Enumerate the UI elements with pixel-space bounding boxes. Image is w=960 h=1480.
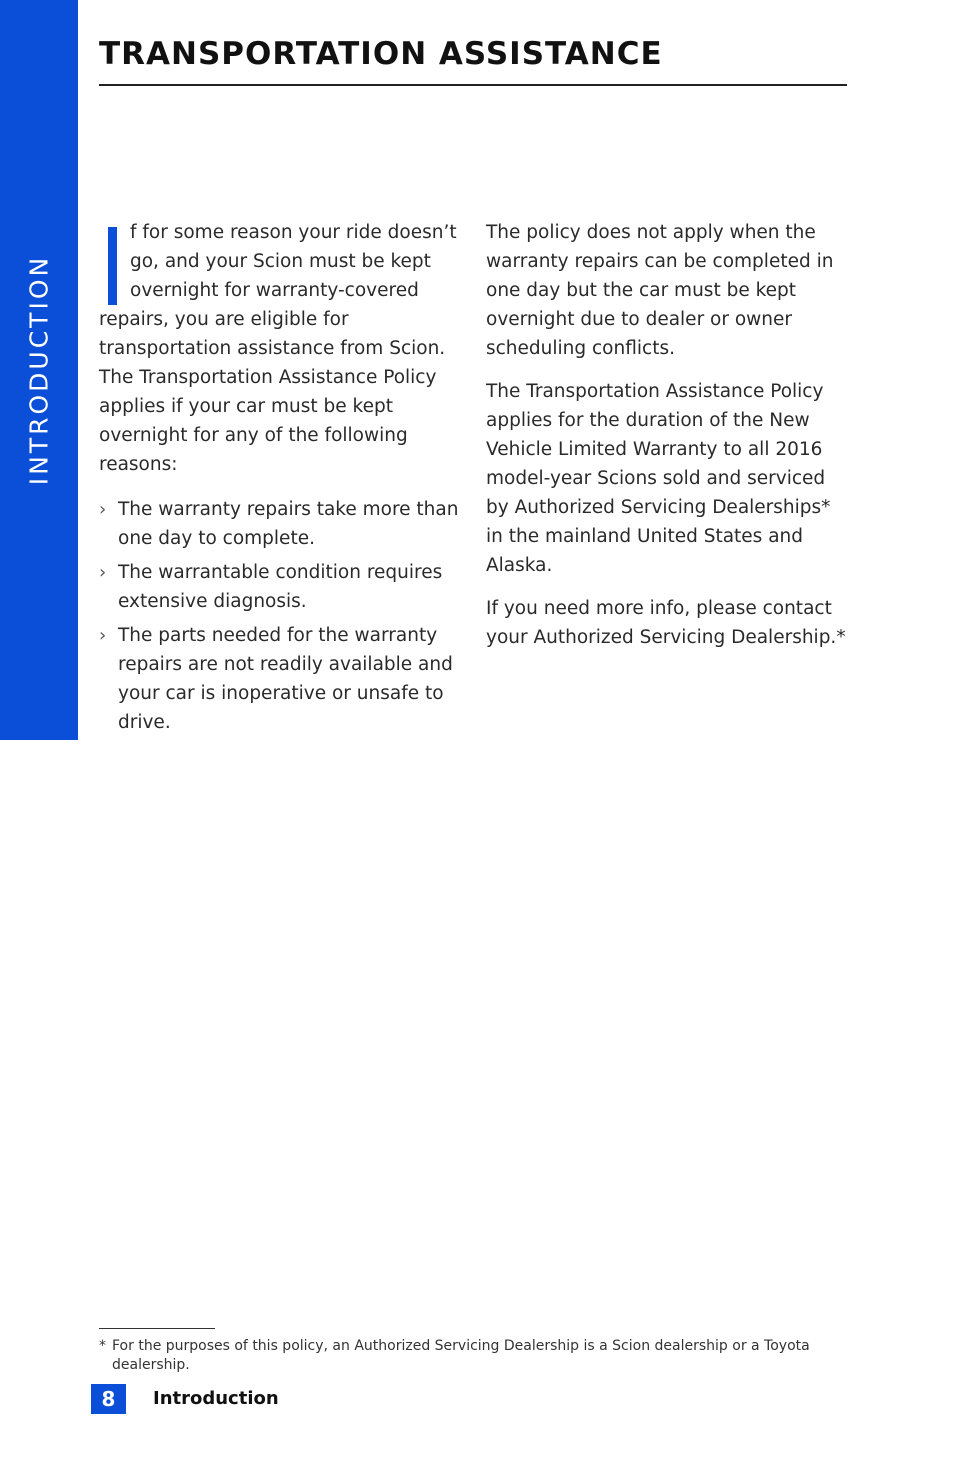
list-item-text: The parts needed for the warranty repairs are not readily available and your car is inoperative or unsafe to drive. bbox=[118, 625, 453, 733]
chevron-right-icon: › bbox=[99, 625, 107, 646]
list-item bbox=[99, 558, 459, 616]
drop-cap-i bbox=[108, 227, 117, 305]
title-rule bbox=[99, 84, 847, 86]
paragraph: The Transportation Assistance Policy applies for the duration of the New Vehicle Limited Warranty to all 2016 model-year Scions sold and serviced by Authorized Servicing Dealerships* in the mainland United States and Alaska. bbox=[486, 381, 831, 576]
footnote bbox=[99, 1337, 839, 1375]
lead-rest: repairs, you are eligible for transportation assistance from Scion. The Transportation Assistance Policy applies if your car must be kept overnight for any of the following reasons: bbox=[99, 309, 446, 475]
lead-paragraph bbox=[99, 218, 459, 479]
list-item bbox=[99, 621, 459, 737]
footer-section-name: Introduction bbox=[153, 1388, 279, 1409]
reasons-list bbox=[99, 495, 459, 737]
page-number-badge: 8 bbox=[91, 1384, 126, 1414]
chevron-right-icon: › bbox=[99, 499, 107, 520]
page-title: TRANSPORTATION ASSISTANCE bbox=[99, 36, 663, 72]
list-item bbox=[99, 495, 459, 553]
footnote-rule bbox=[99, 1328, 215, 1329]
paragraph: The policy does not apply when the warranty repairs can be completed in one day but the car must be kept overnight due to dealer or owner scheduling conflicts. bbox=[486, 222, 834, 359]
list-item-text: The warrantable condition requires extensive diagnosis. bbox=[118, 562, 443, 612]
paragraph: If you need more info, please contact your Authorized Servicing Dealership.* bbox=[486, 598, 846, 648]
footnote-mark: * bbox=[99, 1338, 106, 1354]
lead-line-2: go, and your Scion must be kept bbox=[130, 251, 431, 272]
right-column bbox=[486, 218, 846, 666]
lead-line-1: f for some reason your ride doesn’t bbox=[130, 222, 457, 243]
lead-line-3: overnight for warranty-covered bbox=[130, 280, 419, 301]
side-section-tab bbox=[0, 0, 78, 740]
chevron-right-icon: › bbox=[99, 562, 107, 583]
footnote-text: For the purposes of this policy, an Authorized Servicing Dealership is a Scion dealership or a Toyota dealership. bbox=[112, 1338, 810, 1373]
left-column bbox=[99, 218, 459, 742]
list-item-text: The warranty repairs take more than one day to complete. bbox=[118, 499, 459, 549]
side-section-label: INTRODUCTION bbox=[24, 254, 54, 486]
